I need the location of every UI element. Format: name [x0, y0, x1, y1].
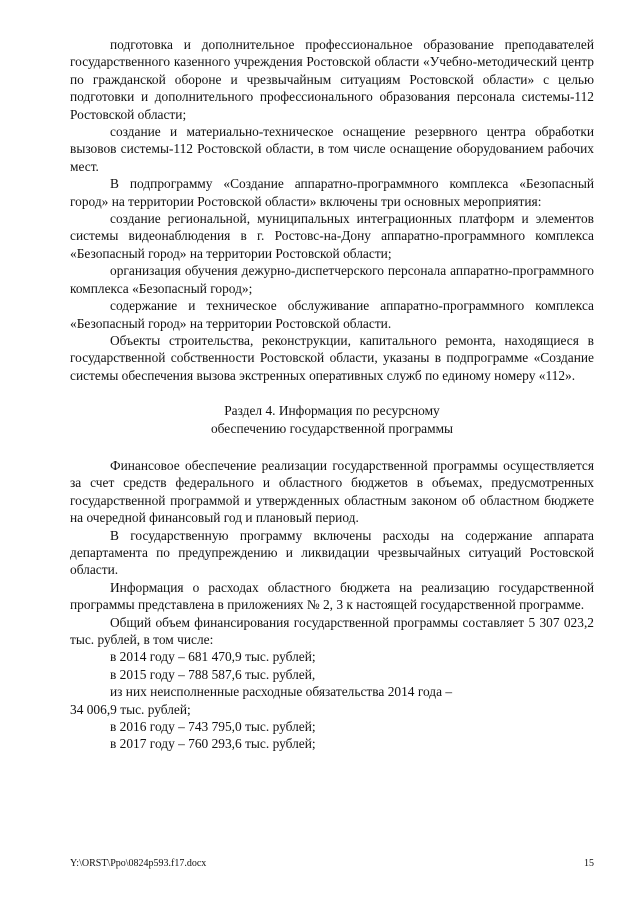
paragraph: Информация о расходах областного бюджета на реализацию государственной программы представлена в приложениях № 2, 3 к настоящей государственной программе.: [70, 579, 594, 613]
page-footer: [70, 858, 594, 870]
paragraph: Объекты строительства, реконструкции, капитального ремонта, находящиеся в государственной собственности Ростовской области, указаны в подпрограмме «Создание системы обеспечения вызова экстренных оперативных служб по единому номеру «112».: [70, 332, 594, 383]
funding-line: в 2017 году – 760 293,6 тыс. рублей;: [110, 736, 316, 752]
paragraph: В подпрограмму «Создание аппаратно-программного комплекса «Безопасный город» на территории Ростовской области» включены три основных мероприятия:: [70, 176, 594, 209]
section-heading-line: Раздел 4. Информация по ресурсному: [224, 403, 440, 419]
section-heading: [70, 402, 594, 437]
paragraph: создание и материально-техническое оснащение резервного центра обработки вызовов системы-112 Ростовской области, в том числе оснащение оборудованием рабочих мест.: [70, 124, 594, 174]
paragraph: организация обучения дежурно-диспетчерского персонала аппаратно-программного комплекса «Безопасный город»;: [70, 263, 594, 296]
section-heading-line: обеспечению государственной программы: [210, 420, 454, 436]
paragraph: содержание и техническое обслуживание аппаратно-программного комплекса «Безопасный город» на территории Ростовской области.: [70, 298, 594, 331]
funding-line: из них неисполненные расходные обязательства 2014 года –: [110, 684, 453, 700]
funding-line: в 2015 году – 788 587,6 тыс. рублей,: [110, 666, 316, 682]
funding-line: в 2016 году – 743 795,0 тыс. рублей;: [110, 719, 316, 735]
document-body: [70, 36, 594, 753]
funding-line: 34 006,9 тыс. рублей;: [70, 701, 191, 717]
paragraph: Общий объем финансирования государственной программы составляет 5 307 023,2 тыс. рублей, в том числе:: [70, 614, 594, 647]
file-path: Y:\ORST\Ppo\0824p593.f17.docx: [70, 858, 207, 869]
paragraph: подготовка и дополнительное профессиональное образование преподавателей государственного казенного учреждения Ростовской области «Учебно-методический центр по гражданской обороне и чрезвычайным ситуациям Ростовской области» с целью подготовки и дополнительного профессионального образования персонала системы-112 Ростовской области;: [70, 37, 594, 122]
paragraph: Финансовое обеспечение реализации государственной программы осуществляется за счет средств федерального и областного бюджетов в объемах, предусмотренных государственной программой и утвержденных областным законом об областном бюджете на очередной финансовый год и плановый период.: [70, 457, 594, 526]
page-number: 15: [584, 858, 594, 869]
paragraph: В государственную программу включены расходы на содержание аппарата департамента по предупреждению и ликвидации чрезвычайных ситуаций Ростовской области.: [70, 527, 594, 578]
funding-line: в 2014 году – 681 470,9 тыс. рублей;: [110, 649, 316, 665]
paragraph: создание региональной, муниципальных интеграционных платформ и элементов системы видеонаблюдения в г. Ростовс-на-Дону аппаратно-программного комплекса «Безопасный город» на территории Ростовской области;: [70, 211, 594, 261]
